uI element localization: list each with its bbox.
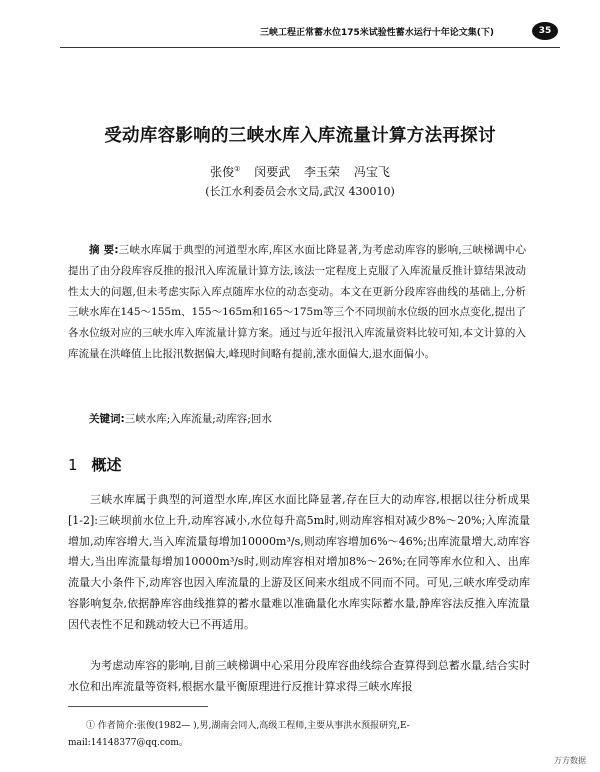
abstract <box>68 240 526 365</box>
keywords <box>68 410 526 428</box>
section-heading <box>68 454 122 475</box>
watermark-text: 万方数据 <box>554 756 586 765</box>
abstract-label: 摘 要: <box>89 244 119 256</box>
affiliation: (长江水利委员会水文局,武汉 430010) <box>205 185 395 198</box>
first-author: 张俊 <box>210 165 235 179</box>
footnote-divider <box>68 706 208 707</box>
page-number: 35 <box>532 22 558 40</box>
abstract-text: 三峡水库属于典型的河道型水库,库区水面比降显著,为考虑动库容的影响,三峡梯调中心提出了由分段库容反推的报汛入库流量计算方法,该法一定程度上克服了入库流量反推计算结果波动性太大的问题,但未考虑实际入库点随库水位的动态变动。本文在更新分段库容曲线的基础上,分析三峡水库在145～155m、155～165m和165～175m等三个不同坝前水位级的回水点变化,提出了各水位级对应的三峡水库入库流量计算方案。通过与近年报汛入库流量资料比较可知,本文计算的入库流量在洪峰值上比报汛数据偏大,峰现时间略有提前,涨水面偏大,退水面偏小。 <box>68 244 526 360</box>
keywords-label: 关键词: <box>89 413 125 425</box>
running-header <box>260 22 590 42</box>
section-number: 1 <box>68 456 78 474</box>
running-title: 三峡工程正常蓄水位175米试验性蓄水运行十年论文集(下) <box>260 28 495 38</box>
header-divider <box>60 47 560 48</box>
section-title: 概述 <box>91 456 122 474</box>
body-paragraph: 为考虑动库容的影响,目前三峡梯调中心采用分段库容曲线综合查算得到总蓄水量,结合实时水位和出库流量等资料,根据水量平衡原理进行反推计算求得三峡水库报 <box>68 659 530 693</box>
author-footnote-mark: ① <box>234 165 241 173</box>
other-authors: 闵要武 李玉荣 冯宝飞 <box>254 165 390 179</box>
author-list <box>0 163 600 180</box>
body-paragraph: 三峡水库属于典型的河道型水库,库区水面比降显著,存在巨大的动库容,根据以往分析成果[1-2]:三峡坝前水位上升,动库容减小,水位每升高5m时,则动库容相对减少8%～20%;入库流量增加,动库容增大,当入库流量每增加10000m³/s,则动库容增加6%～46%;出库流量增大,动库容增大,当出库流量每增加10000m³/s时,则动库容相对增加8%～26%;在同等库水位和入、出库流量大小条件下,动库容也因入库流量的上游及区间来水组成不同而不同。可见,三峡水库受动库容影响复杂,依据静库容曲线推算的蓄水量难以准确量化水库实际蓄水量,静库容法反推入库流量因代表性不足和跳动较大已不再适用。 <box>68 493 530 631</box>
paper-title: 受动库容影响的三峡水库入库流量计算方法再探讨 <box>104 126 496 146</box>
author-footnote: ① 作者简介:张俊(1982— ),男,湖南会同人,高级工程师,主要从事洪水预报研究,E-mail:14148377@qq.com。 <box>68 721 410 748</box>
keywords-text: 三峡水库;入库流量;动库容;回水 <box>124 413 272 425</box>
